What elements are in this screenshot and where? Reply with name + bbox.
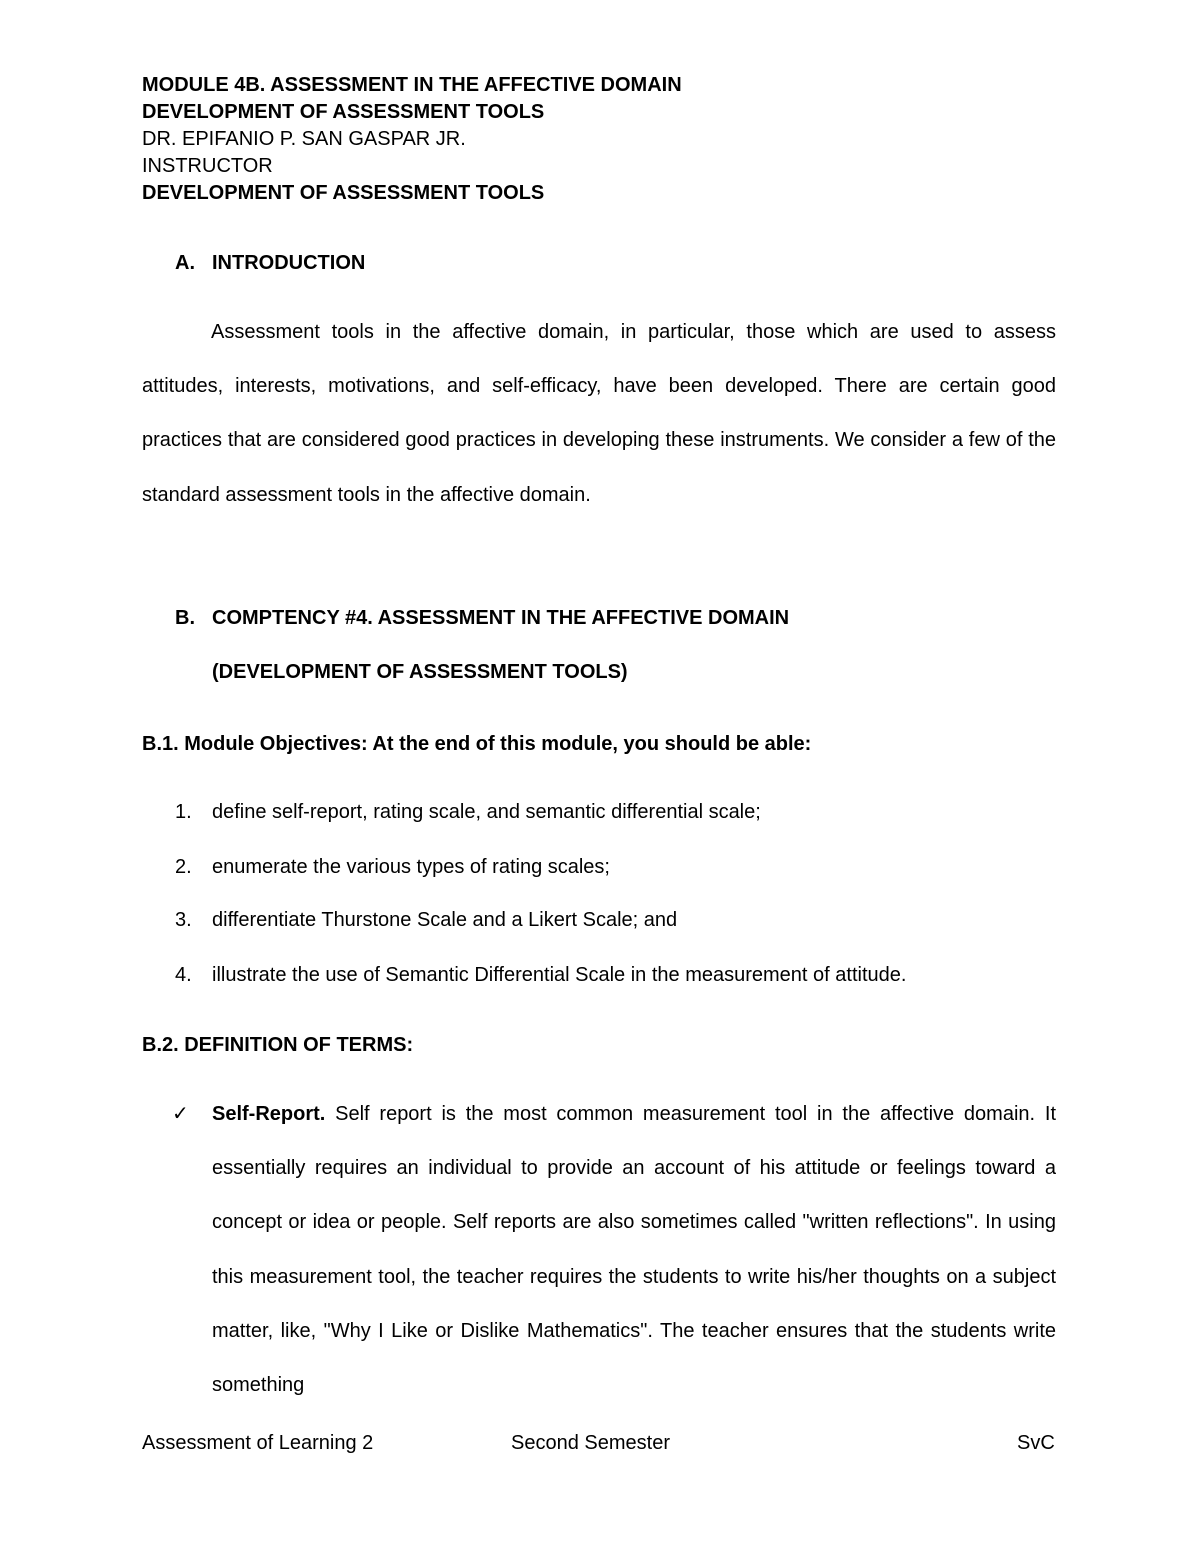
- term-label: Self-Report.: [212, 1103, 326, 1125]
- module-subtitle-repeat: DEVELOPMENT OF ASSESSMENT TOOLS: [142, 182, 545, 204]
- objective-number: 3.: [175, 909, 192, 931]
- self-report-definition: [212, 1087, 1056, 1412]
- section-b-letter: B.: [175, 607, 195, 629]
- section-a-title: INTRODUCTION: [212, 252, 366, 274]
- footer-course: Assessment of Learning 2: [142, 1432, 374, 1454]
- objective-number: 1.: [175, 801, 192, 823]
- definitions-heading: B.2. DEFINITION OF TERMS:: [142, 1034, 414, 1056]
- objective-number: 2.: [175, 856, 192, 878]
- instructor-role: INSTRUCTOR: [142, 155, 273, 177]
- instructor-name: DR. EPIFANIO P. SAN GASPAR JR.: [142, 128, 466, 150]
- objective-item: illustrate the use of Semantic Differential Scale in the measurement of attitude.: [212, 964, 907, 986]
- introduction-paragraph: Assessment tools in the affective domain, in particular, those which are used to assess attitudes, interests, motivations, and self-efficacy, have been developed. There are certain good practices that are considered good practices in developing these instruments. We consider a few of the standard assessment tools in the affective domain.: [142, 321, 1056, 506]
- footer-school: SvC: [1017, 1432, 1055, 1454]
- objective-item: differentiate Thurstone Scale and a Likert Scale; and: [212, 909, 678, 931]
- term-body: Self report is the most common measurement tool in the affective domain. It essentially requires an individual to provide an account of his attitude or feelings toward a concept or idea or people. Self reports are also sometimes called "written reflections". In using this measurement tool, the teacher requires the students to write his/her thoughts on a subject matter, like, "Why I Like or Dislike Mathematics". The teacher ensures that the students write something: [212, 1103, 1056, 1397]
- objective-item: enumerate the various types of rating scales;: [212, 856, 610, 878]
- objectives-heading: B.1. Module Objectives: At the end of this module, you should be able:: [142, 733, 812, 755]
- section-b-title-line2: (DEVELOPMENT OF ASSESSMENT TOOLS): [212, 661, 628, 683]
- module-title: MODULE 4B. ASSESSMENT IN THE AFFECTIVE DOMAIN: [142, 74, 682, 96]
- module-subtitle: DEVELOPMENT OF ASSESSMENT TOOLS: [142, 101, 545, 123]
- footer-semester: Second Semester: [511, 1432, 670, 1454]
- objective-item: define self-report, rating scale, and semantic differential scale;: [212, 801, 761, 823]
- section-b-title-line1: COMPTENCY #4. ASSESSMENT IN THE AFFECTIVE DOMAIN: [212, 607, 790, 629]
- section-a-letter: A.: [175, 252, 195, 274]
- objective-number: 4.: [175, 964, 192, 986]
- checkmark-icon: ✓: [172, 1101, 189, 1125]
